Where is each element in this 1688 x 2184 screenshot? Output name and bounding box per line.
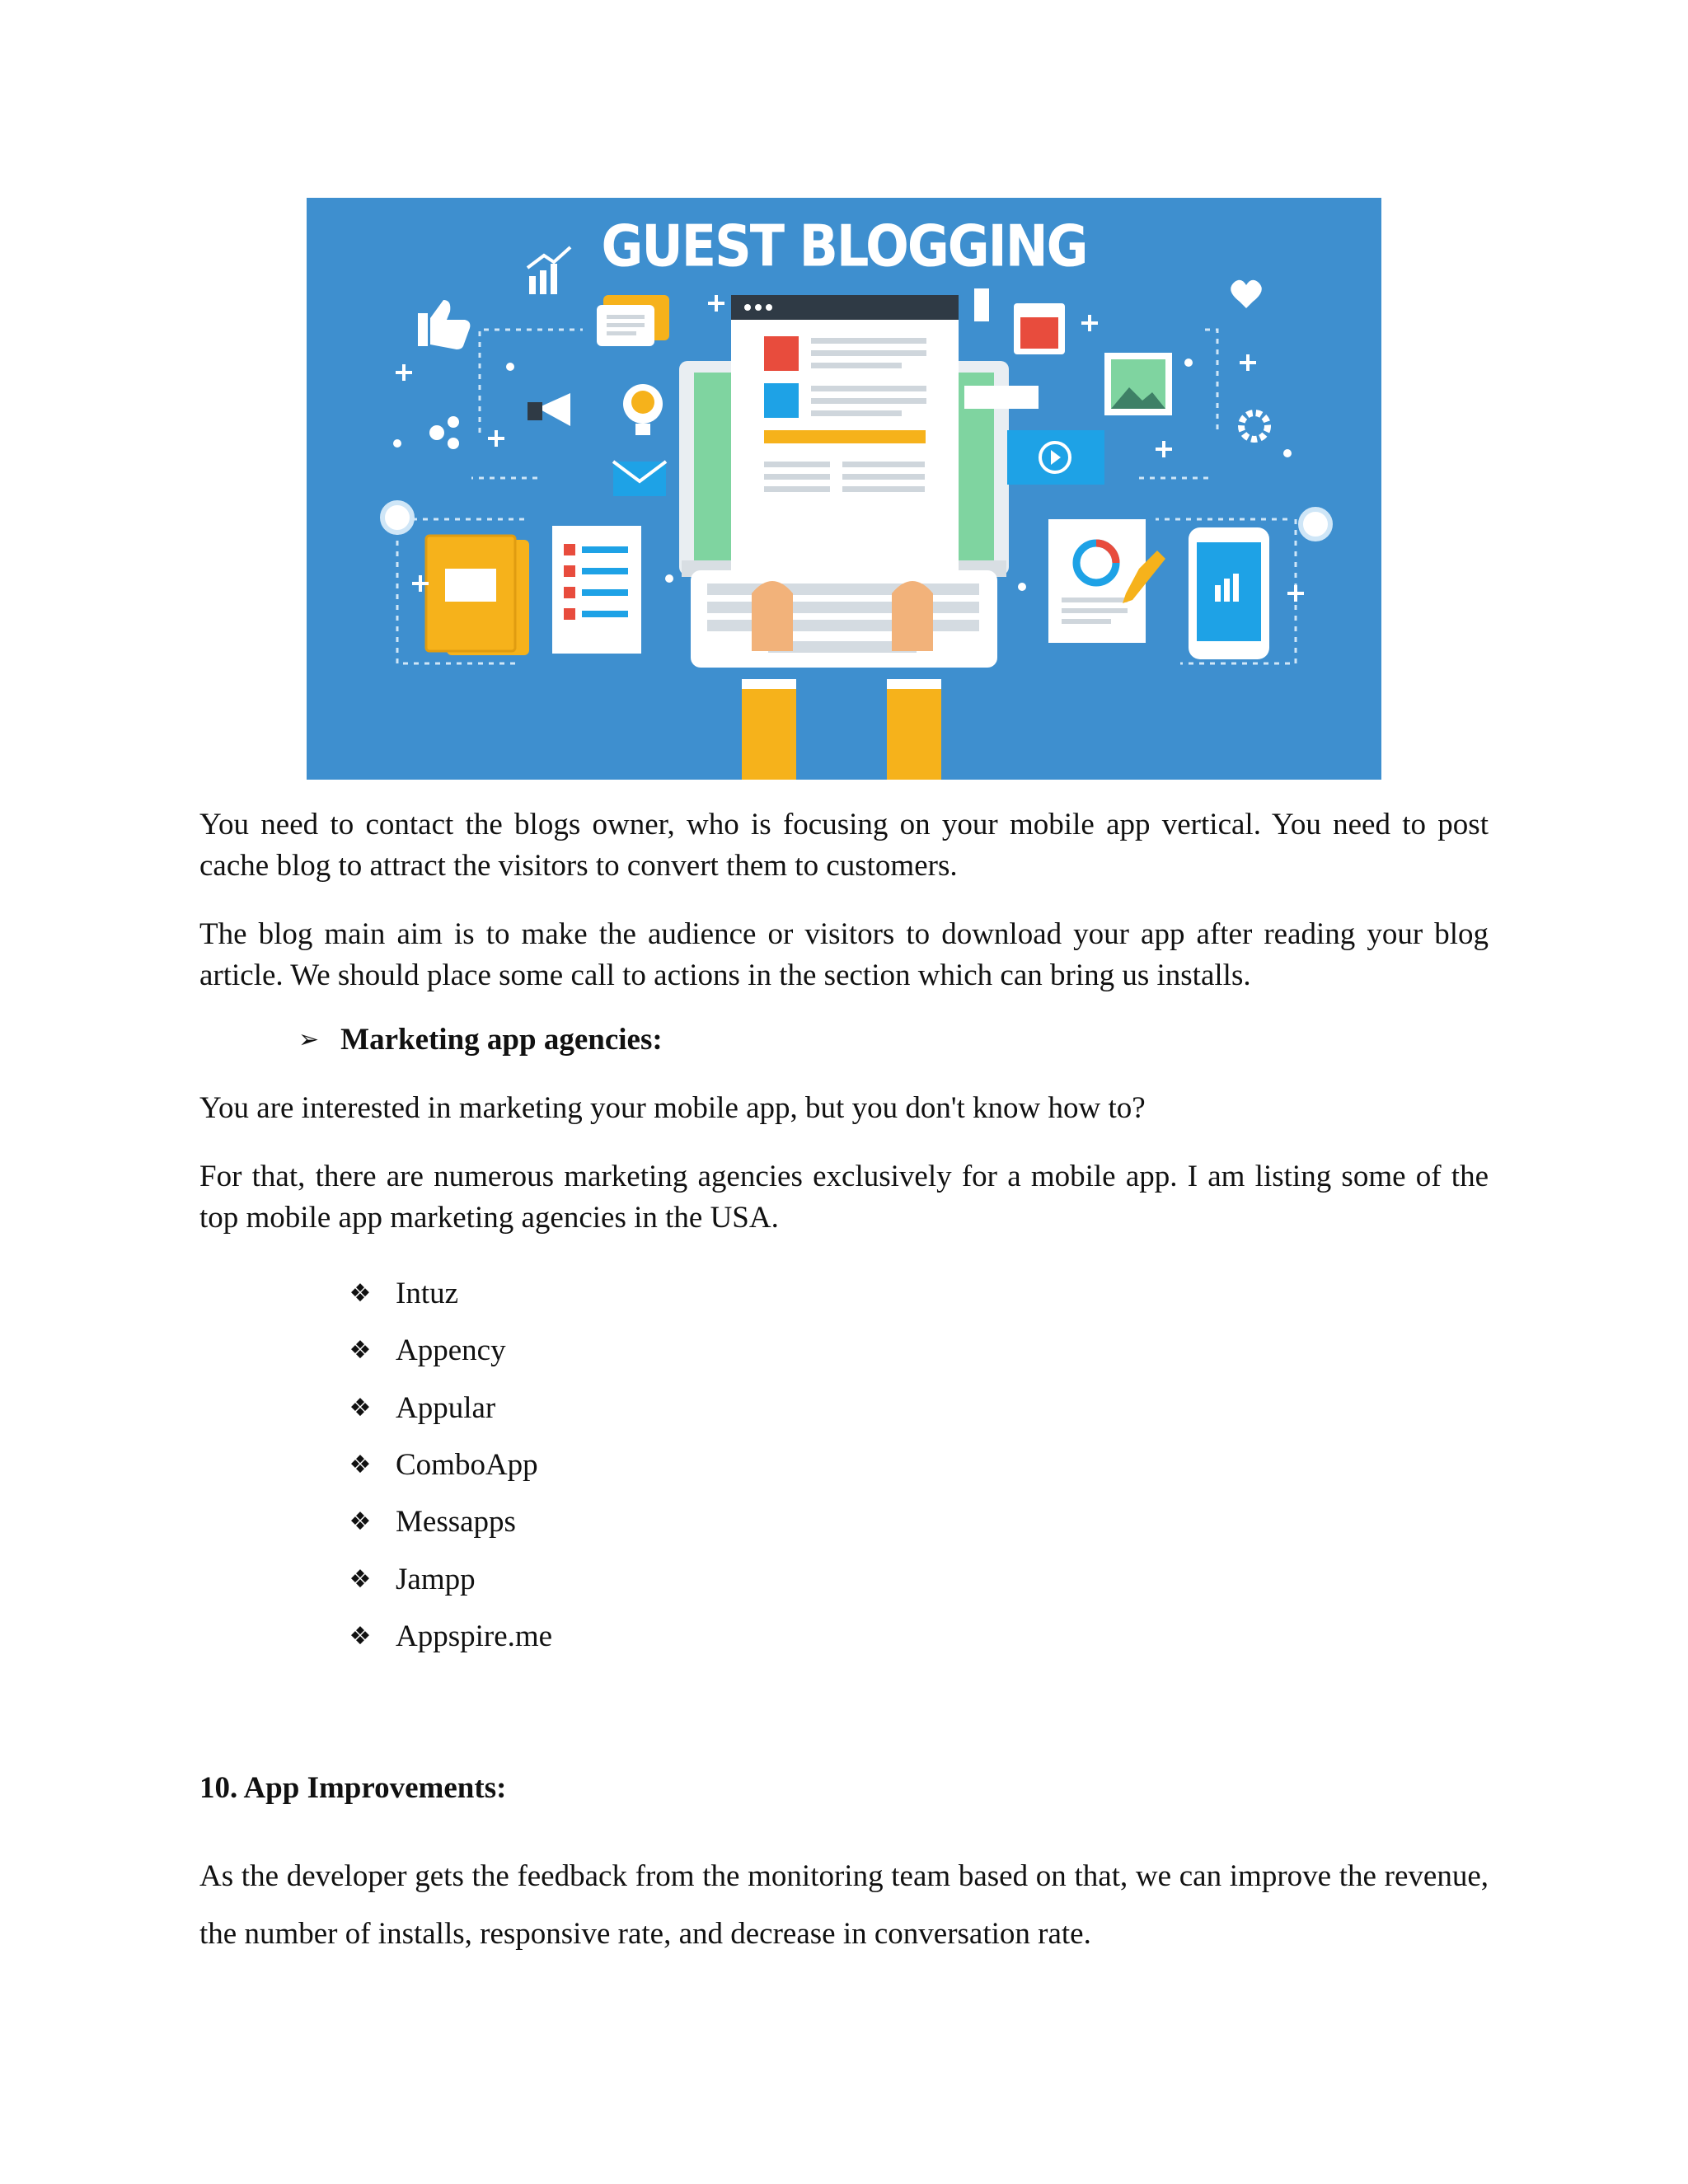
list-item [346, 1380, 552, 1436]
agency-name: Appular [396, 1390, 496, 1425]
diamond-bullet-icon: ❖ [349, 1336, 372, 1366]
illustration-graphics [307, 198, 1381, 780]
paragraph-contact-blog-owners: You need to contact the blogs owner, who is focusing on your mobile app vertical. You need to post cache blog to attract the visitors to convert them to customers. [199, 808, 1489, 883]
illustration-title: GUEST BLOGGING [601, 212, 1087, 280]
paragraph-app-improvements: As the developer gets the feedback from the monitoring team based on that, we can improve the revenue, the number of installs, responsive rate, and decrease in conversation rate. [199, 1859, 1489, 1951]
agency-name: Jampp [396, 1562, 476, 1596]
list-item [346, 1436, 552, 1493]
paragraph-blog-main-aim: The blog main aim is to make the audience or visitors to download your app after reading your blog article. We should place some call to actions in the section which can bring us installs. [199, 917, 1489, 992]
paragraph-numerous-agencies: For that, there are numerous marketing agencies exclusively for a mobile app. I am listing some of the top mobile app marketing agencies in the USA. [199, 1160, 1489, 1235]
list-item [346, 1493, 552, 1550]
agency-name: ComboApp [396, 1448, 538, 1483]
diamond-bullet-icon: ❖ [349, 1507, 372, 1537]
diamond-bullet-icon: ❖ [349, 1621, 372, 1651]
diamond-bullet-icon: ❖ [349, 1564, 372, 1594]
list-item [346, 1550, 552, 1607]
agency-name: Appspire.me [396, 1619, 553, 1653]
arrow-bullet-icon: ➢ [298, 1025, 320, 1054]
heading-marketing-agencies [298, 1022, 663, 1057]
diamond-bullet-icon: ❖ [349, 1393, 372, 1422]
paragraph-interested-marketing: You are interested in marketing your mobile app, but you don't know how to? [199, 1091, 1146, 1125]
diamond-bullet-icon: ❖ [349, 1279, 372, 1309]
section-title-app-improvements: 10. App Improvements: [199, 1771, 507, 1805]
agency-name: Appency [396, 1333, 506, 1368]
agency-list [346, 1265, 552, 1665]
diamond-bullet-icon: ❖ [349, 1451, 372, 1480]
guest-blogging-illustration [307, 198, 1381, 780]
list-item [346, 1322, 552, 1379]
agency-name: Intuz [396, 1277, 459, 1311]
agency-name: Messapps [396, 1505, 516, 1540]
heading-marketing-agencies-text: Marketing app agencies: [340, 1023, 663, 1057]
list-item [346, 1265, 552, 1322]
list-item [346, 1608, 552, 1665]
